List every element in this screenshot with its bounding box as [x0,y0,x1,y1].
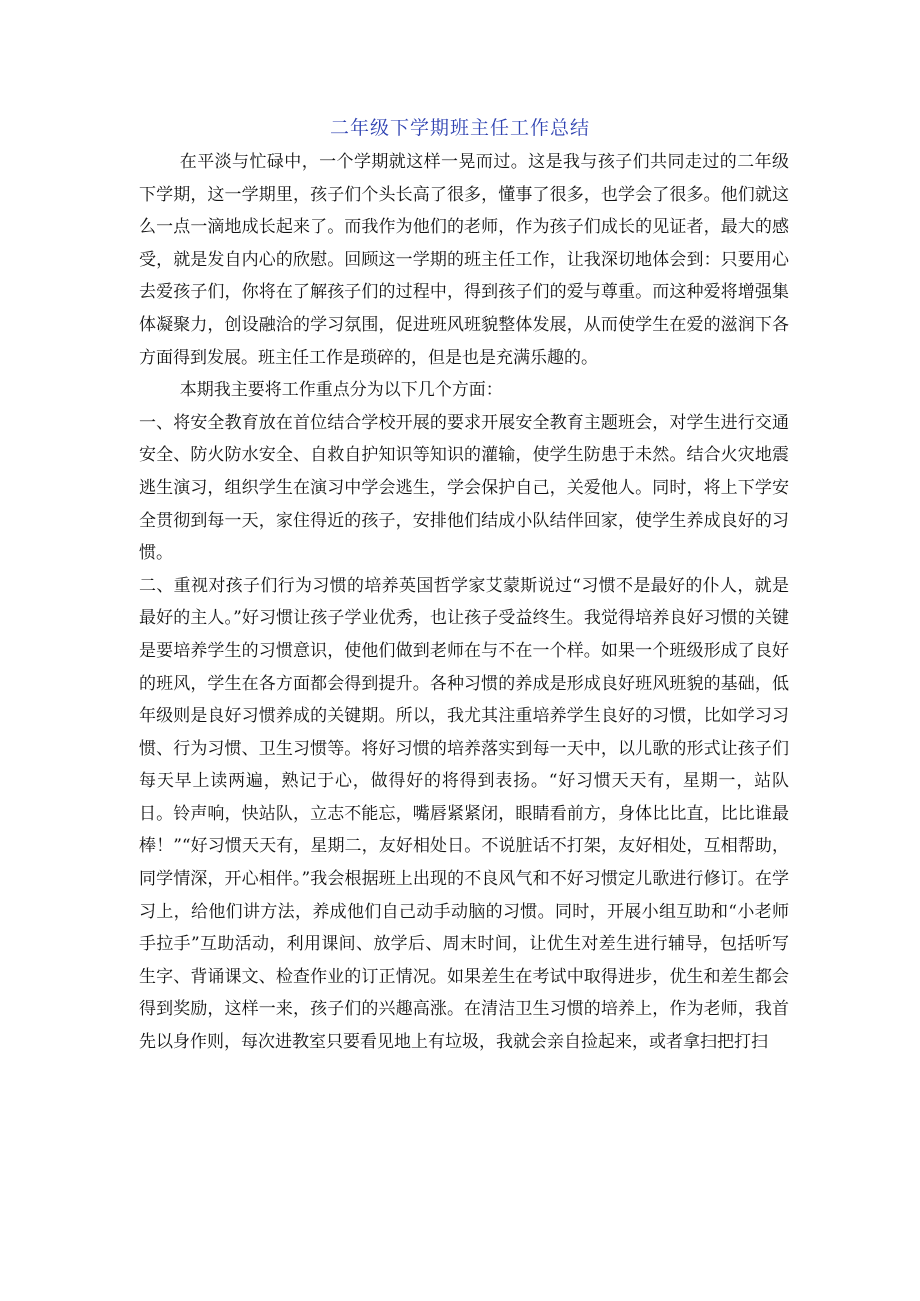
paragraph-section-safety: 一、将安全教育放在首位结合学校开展的要求开展安全教育主题班会，对学生进行交通安全、防火防水安全、自救自护知识等知识的灌输，使学生防患于未然。结合火灾地震逃生演习，组织学生在演习中学会逃生，学会保护自己，关爱他人。同时，将上下学安全贯彻到每一天，家住得近的孩子，安排他们结成小队结伴回家，使学生养成良好的习惯。 [139,412,789,564]
document-title: 二年级下学期班主任工作总结 [329,117,590,139]
paragraph-section-habits: 二、重视对孩子们行为习惯的培养英国哲学家艾蒙斯说过“习惯不是最好的仆人，就是最好的主人。”好习惯让孩子学业优秀，也让孩子受益终生。我觉得培养良好习惯的关键是要培养学生的习惯意识，使他们做到老师在与不在一个样。如果一个班级形成了良好的班风，学生在各方面都会得到提升。各种习惯的养成是形成良好班风班貌的基础，低年级则是良好习惯养成的关键期。所以，我尤其注重培养学生良好的习惯，比如学习习惯、行为习惯、卫生习惯等。将好习惯的培养落实到每一天中，以儿歌的形式让孩子们每天早上读两遍，熟记于心，做得好的将得到表扬。“好习惯天天有，星期一，站队日。铃声响，快站队，立志不能忘，嘴唇紧紧闭，眼睛看前方，身体比比直，比比谁最棒！”“好习惯天天有，星期二，友好相处日。不说脏话不打架，友好相处，互相帮助，同学情深，开心相伴。”我会根据班上出现的不良风气和不好习惯定儿歌进行修订。在学习上，给他们讲方法，养成他们自己动手动脑的习惯。同时，开展小组互助和“小老师手拉手”互助活动，利用课间、放学后、周末时间，让优生对差生进行辅导，包括听写生字、背诵课文、检查作业的订正情况。如果差生在考试中取得进步，优生和差生都会得到奖励，这样一来，孩子们的兴趣高涨。在清洁卫生习惯的培养上，作为老师，我首先以身作则，每次进教室只要看见地上有垃圾，我就会亲自捡起来，或者拿扫把打扫 [139,575,789,1053]
paragraph-intro: 在平淡与忙碌中，一个学期就这样一晃而过。这是我与孩子们共同走过的二年级下学期，这一学期里，孩子们个头长高了很多，懂事了很多，也学会了很多。他们就这么一点一滴地成长起来了。而我作为他们的老师，作为孩子们成长的见证者，最大的感受，就是发自内心的欣慰。回顾这一学期的班主任工作，让我深切地体会到：只要用心去爱孩子们，你将在了解孩子们的过程中，得到孩子们的爱与尊重。而这种爱将增强集体凝聚力，创设融洽的学习氛围，促进班风班貌整体发展，从而使学生在爱的滋润下各方面得到发展。班主任工作是琐碎的，但是也是充满乐趣的。 [139,152,789,368]
paragraph-overview: 本期我主要将工作重点分为以下几个方面： [179,380,503,401]
document-body [139,146,789,1059]
